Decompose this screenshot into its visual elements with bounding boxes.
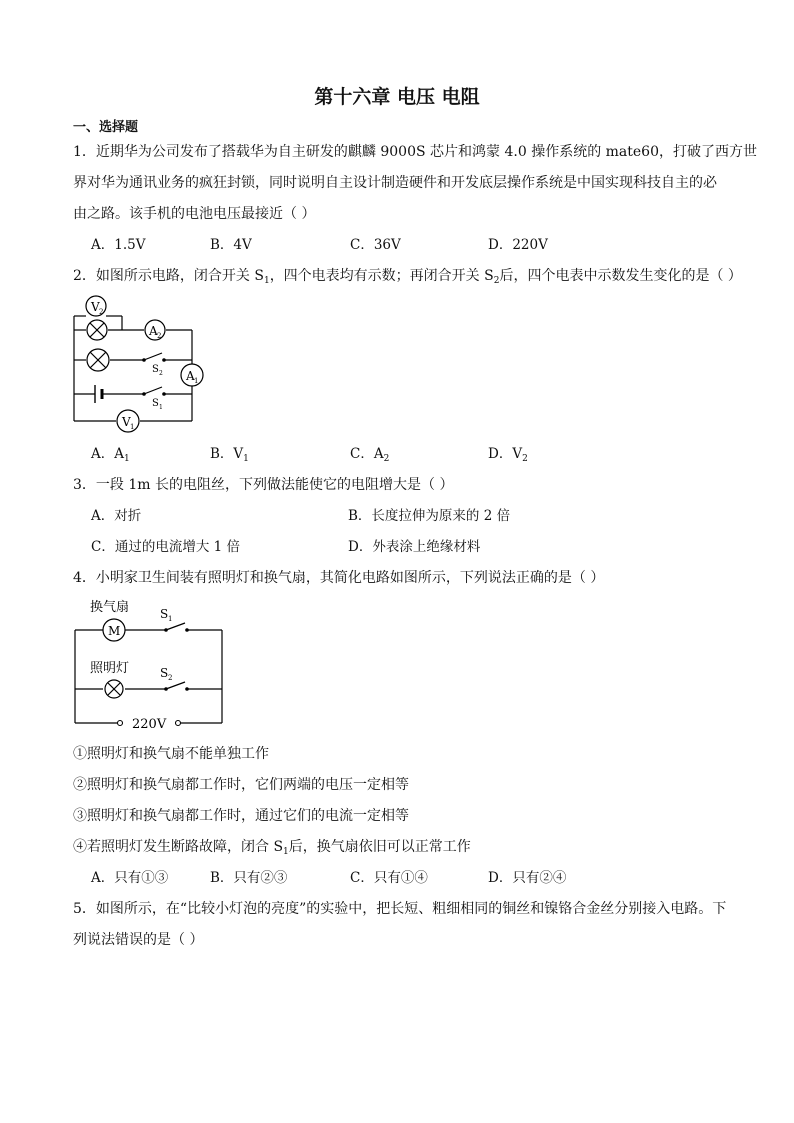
q2-option-a: A．$A_1$ xyxy=(91,446,130,464)
q3-stem: 3．一段 1m 长的电阻丝，下列做法能使它的电阻增大是（ ） xyxy=(73,477,454,493)
q3-option-a: A．对折 xyxy=(91,508,142,524)
q4-option-b: B．只有②③ xyxy=(210,870,288,886)
s1-label: S xyxy=(152,398,159,409)
q1-option-d: D．220V xyxy=(488,237,548,253)
q3-option-c: C．通过的电流增大 1 倍 xyxy=(91,539,241,555)
q2-stem: 2．如图所示电路，闭合开关 $S_1$，四个电表均有示数；再闭合开关 $S_2$后，四个电表中示数发生变化的是（ ） xyxy=(73,268,742,286)
terminal-icon xyxy=(176,721,181,726)
section-heading: 一、选择题 xyxy=(73,120,139,135)
s1-sub: 1 xyxy=(168,615,173,623)
q1-line-2: 界对华为通讯业务的疯狂封锁，同时说明自主设计制造硬件和开发底层操作系统是中国实现科技自主的必 xyxy=(73,175,717,191)
q3-option-d: D．外表涂上绝缘材料 xyxy=(348,539,481,555)
q4-statement-2: ②照明灯和换气扇都工作时，它们两端的电压一定相等 xyxy=(73,777,409,793)
a2-sub: 2 xyxy=(157,332,162,340)
voltage-label: 220V xyxy=(132,717,167,730)
q2-option-d: D．$V_2$ xyxy=(488,446,528,464)
q4-option-c: C．只有①④ xyxy=(350,870,428,886)
motor-label: M xyxy=(108,624,121,638)
q2-option-b: B．$V_1$ xyxy=(210,446,249,464)
s2-sub: 2 xyxy=(168,674,173,682)
q1-option-c: C．36V xyxy=(350,237,401,253)
page-title: 第十六章 电压 电阻 xyxy=(314,86,480,108)
q4-stem: 4．小明家卫生间装有照明灯和换气扇，其简化电路如图所示，下列说法正确的是（ ） xyxy=(73,570,605,586)
v1-sub: 1 xyxy=(130,423,135,431)
q5-line-1: 5．如图所示，在“比较小灯泡的亮度”的实验中，把长短、粗细相同的铜丝和镍铬合金丝分别接入电路。下 xyxy=(73,901,727,917)
q1-option-a: A．1.5V xyxy=(91,237,146,253)
q1-option-b: B．4V xyxy=(210,237,252,253)
v2-sub: 2 xyxy=(99,308,104,316)
q4-statement-4: ④若照明灯发生断路故障，闭合 $S_1$后，换气扇依旧可以正常工作 xyxy=(73,839,471,857)
s2-label: S xyxy=(152,364,159,375)
s1-sub: 1 xyxy=(159,404,163,411)
q4-statement-1: ①照明灯和换气扇不能单独工作 xyxy=(73,746,269,762)
q2-option-c: C．$A_2$ xyxy=(350,446,390,464)
light-label: 照明灯 xyxy=(90,661,130,676)
q4-option-a: A．只有①③ xyxy=(91,870,169,886)
terminal-icon xyxy=(118,721,123,726)
q4-statement-3: ③照明灯和换气扇都工作时，通过它们的电流一定相等 xyxy=(73,808,409,824)
q4-option-d: D．只有②④ xyxy=(488,870,567,886)
q4-circuit-diagram xyxy=(70,596,230,730)
v2-label: V xyxy=(91,300,100,314)
q1-line-3: 由之路。该手机的电池电压最接近（ ） xyxy=(73,206,316,222)
s2-sub: 2 xyxy=(159,370,163,377)
q1-line-1: 1．近期华为公司发布了搭载华为自主研发的麒麟 9000S 芯片和鸿蒙 4.0 操作系统的 mate60，打破了西方世 xyxy=(73,144,757,160)
s1-label: S xyxy=(160,607,169,621)
q2-circuit-diagram xyxy=(60,290,220,435)
a1-label: A xyxy=(186,369,195,383)
q3-option-b: B．长度拉伸为原来的 2 倍 xyxy=(348,508,511,524)
s2-label: S xyxy=(160,666,169,680)
v1-label: V xyxy=(122,415,131,429)
a2-label: A xyxy=(149,324,158,338)
a1-sub: 1 xyxy=(194,377,199,385)
fan-label: 换气扇 xyxy=(90,600,130,615)
q5-line-2: 列说法错误的是（ ） xyxy=(73,932,204,948)
